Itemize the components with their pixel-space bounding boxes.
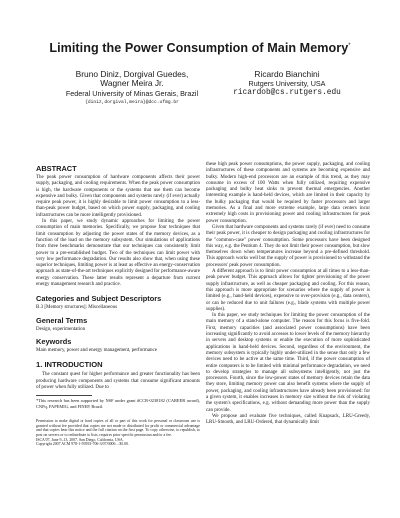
categories-heading: Categories and Subject Descriptors	[36, 294, 162, 304]
introduction-paragraph: The constant quest for higher performance and greater functionality has been producing hardware components and systems that consume significant amounts of power when fully utilized. Due to	[36, 372, 200, 390]
abstract-paragraph: The peak power consumption of hardware components affects their power supply, packaging, and cooling requirements. When the peak power consumption is high, the hardware components or the systems that use them can become expensive and bulky. Given that components and systems rarely (if ever) actually require peak power, it is highly desirable to limit power consumption to a less-than-peak power budget, based on which power supply, packaging, and cooling infrastructures can be more intelligently provisioned.	[36, 175, 200, 218]
body-paragraph: We propose and evaluate five techniques, called Knapsack, LRU-Greedy, LRU-Smooth, and LRU-Ordered, that dynamically limit	[206, 413, 370, 426]
permission-notice: Permission to make digital or hard copies of all or part of this work for personal or classroom use is granted without fee provided that copies are not made or distributed for profit or commercial advantage and that copies bear this notice and the full citation on the first page. To copy otherwise, to republish, to post on servers or to redistribute to lists, requires prior specific permission and/or a fee.	[36, 418, 200, 438]
general-terms-heading: General Terms	[36, 315, 88, 325]
author-names-line-1: Ricardo Bianchini	[254, 69, 320, 79]
author-block-ufmg	[64, 70, 200, 108]
abstract-heading: ABSTRACT	[36, 164, 77, 173]
keywords-text: Main memory, power and energy management, performance	[36, 347, 157, 353]
body-paragraph: A different approach is to limit power consumption at all times to a less-than-peak power budget. This approach allows for tighter provisioning of the power supply infrastructure, as well as cheaper packaging and cooling. For this reason, this approach is more appropriate for scenarios where the supply of power is limited (e.g., hand-held devices), expensive to over-provision (e.g., data centers), or can be reduced due to unit failures (e.g., blade systems with multiple power supplies).	[206, 269, 370, 312]
author-email: ricardob@cs.rutgers.edu	[233, 88, 341, 97]
body-paragraph: Given that hardware components and systems rarely (if ever) need to consume their peak power, it is cheaper to design packaging and cooling infrastructures for the "common-case" power consumption. Some processors have been designed this way, e.g. the Pentium 4. They do not limit their power consumption, but slow themselves down when temperatures increase beyond a pre-defined threshold. This approach works well but the supply of power is provisioned to withstand the processors' peak power consumption.	[206, 224, 370, 268]
introduction-heading: 1. INTRODUCTION	[36, 360, 103, 370]
author-affiliation: Rutgers University, USA	[248, 79, 326, 89]
author-affiliation: Federal University of Minas Gerais, Brazil	[65, 88, 199, 98]
left-column	[36, 164, 200, 447]
author-names-line-1: Bruno Diniz, Dorgival Guedes,	[75, 69, 189, 79]
body-paragraph: these high peak power consumptions, the power supply, packaging, and cooling infrastructures of these components and systems are becoming expensive and bulky. Modern high-end processors are an example of this trend, as they may consume in excess of 100 Watts when fully utilized, requiring expensive packaging and bulky heat sinks to prevent thermal emergencies. Another interesting example is hand-held devices, which are limited in their capacity by the bulky packaging that would be required by faster processors and larger memories. As a final and more extreme example, large data centers incur extremely high costs in provisioning power and cooling infrastructures for peak power consumption.	[206, 162, 370, 224]
venue-line: ISCA'07, June 9–13, 2007, San Diego, California, USA.	[36, 437, 124, 442]
copyright-line: Copyright 2007 ACM 978-1-59593-706-3/07/0006 ...$5.00.	[36, 442, 130, 447]
author-email: {diniz,dorgival,meira}@dcc.ufmg.br	[85, 100, 179, 106]
body-paragraph: In this paper, we study techniques for limiting the power consumption of the main memory of a stand-alone computer. The reason for this focus is five-fold. First, memory capacities (and associated power consumptions) have been increasing significantly to avoid accesses to lower levels of the memory hierarchy in servers and desktop systems or enable the execution of more sophisticated applications in hand-held devices. Second, regardless of the environment, the memory subsystem is typically highly under-utilized in the sense that only a few devices need to be active at the same time. Third, if the power consumption of entire computers is to be limited with minimal performance degradation, we need to develop strategies to manage all subsystems intelligently, not just the processors. Fourth, since the low-power states of memory devices retain the data they store, limiting memory power can also benefit systems where the supply of power, packaging, and cooling infrastructures have already been provisioned: for a given system, it enables increases in memory size without the risk of violating the system's specifications, e.g. without demanding more power than the supply can provide.	[206, 313, 370, 413]
funding-footnote: *This research has been supported by NSF under grant #CCR-0238182 (CAREER award), CNPq, FAPEMIG, and FINEP, Brazil.	[36, 398, 200, 409]
author-block-rutgers	[225, 70, 349, 98]
title-footnote-mark: *	[348, 42, 351, 49]
paper-title	[0, 41, 400, 55]
general-terms-text: Design, experimentation	[36, 326, 86, 332]
title-text: Limiting the Power Consumption of Main Memory	[49, 41, 349, 55]
keywords-heading: Keywords	[36, 336, 72, 346]
right-column	[206, 162, 370, 426]
author-names-line-2: Wagner Meira Jr.	[100, 78, 164, 89]
abstract-paragraph: In this paper, we study dynamic approaches for limiting the power consumption of main memories. Specifically, we propose four techniques that limit consumption by adjusting the power states of the memory devices, as a function of the load on the memory subsystem. Our simulations of applications from three benchmarks demonstrate that our techniques can consistently limit power to a pre-established budget. Two of the techniques can limit power with very low performance degradation. Our results also show that, when using these superior techniques, limiting power is at least as effective an energy-conservation approach as state-of-the-art techniques explicitly designed for performance-aware energy conservation. These latter results represent a departure from current energy management research and practice.	[36, 219, 200, 288]
footnote-rule	[36, 395, 92, 396]
categories-text: B.3 [Memory structures]: Miscellaneous	[36, 305, 118, 311]
